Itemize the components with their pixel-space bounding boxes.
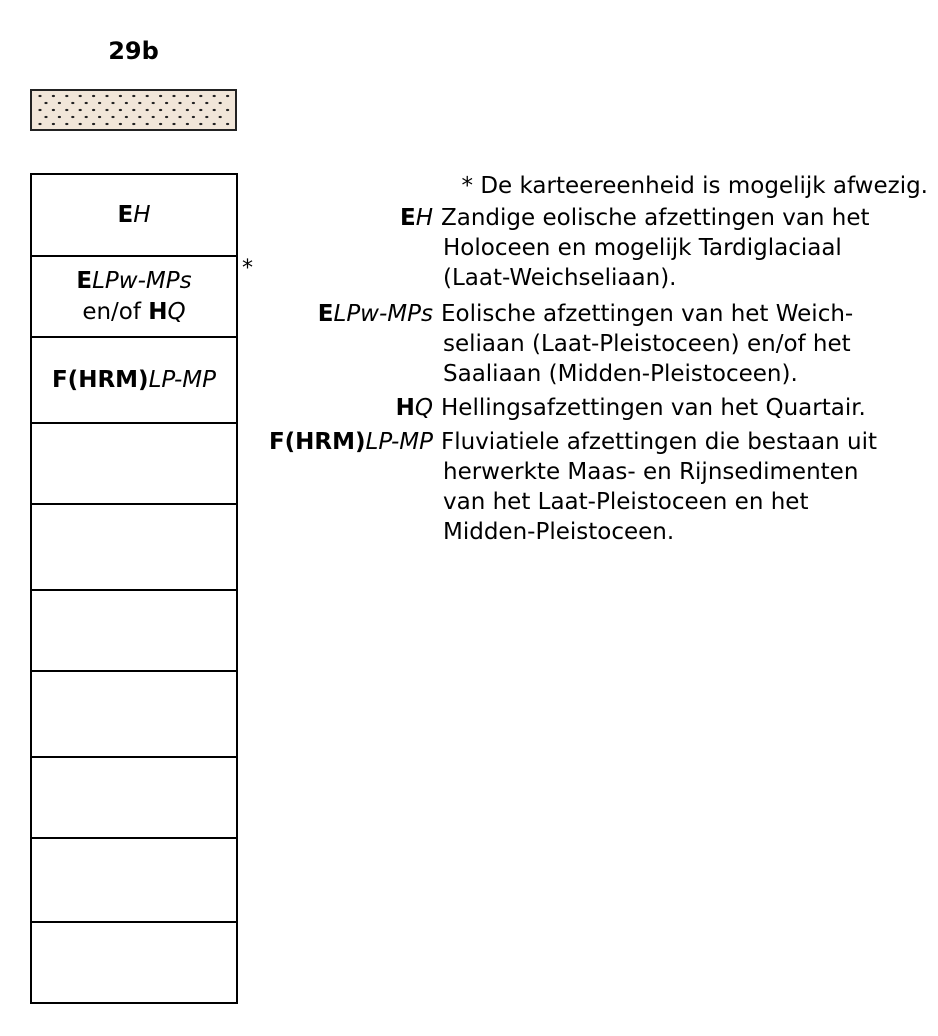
bold-code-part: H bbox=[148, 298, 168, 325]
bold-code-part: E bbox=[399, 205, 416, 231]
bold-code-part: F(HRM) bbox=[268, 429, 366, 455]
legend-description-line: Eolische afzettingen van het Weich- bbox=[441, 301, 854, 327]
legend-code bbox=[400, 203, 433, 233]
legend-description-line: Zandige eolische afzettingen van het bbox=[441, 205, 870, 231]
italic-code-part: LP-MP bbox=[365, 429, 433, 455]
bold-code-part: H bbox=[395, 395, 415, 421]
bold-code-part: E bbox=[117, 202, 134, 228]
legend-code bbox=[396, 393, 433, 423]
italic-code-part: LPw-MPs bbox=[92, 267, 192, 294]
italic-code-part: Q bbox=[414, 395, 433, 421]
uncertain-layer-marker: * bbox=[242, 256, 253, 281]
legend-description bbox=[441, 427, 877, 547]
italic-code-part: LPw-MPs bbox=[333, 301, 433, 327]
bold-code-part: E bbox=[76, 267, 93, 294]
bold-code-part: E bbox=[317, 301, 334, 327]
legend-code bbox=[269, 427, 433, 457]
legend-code bbox=[318, 299, 433, 329]
legend-description-line: Saaliaan (Midden-Pleistoceen). bbox=[443, 361, 798, 387]
legend-description-line: Fluviatiele afzettingen die bestaan uit bbox=[441, 429, 878, 455]
legend-note: * De karteereenheid is mogelijk afwezig. bbox=[461, 173, 928, 199]
legend-description-line: van het Laat-Pleistoceen en het bbox=[443, 489, 809, 515]
code-text-part: en/of bbox=[82, 298, 149, 325]
legend-description-line: Midden-Pleistoceen. bbox=[443, 519, 675, 545]
legend-description-line: Holoceen en mogelijk Tardiglaciaal bbox=[443, 235, 842, 261]
legend-description bbox=[441, 299, 853, 389]
legend-description-line: seliaan (Laat-Pleistoceen) en/of het bbox=[443, 331, 851, 357]
legend-description-line: Hellingsafzettingen van het Quartair. bbox=[441, 395, 866, 421]
italic-code-part: LP-MP bbox=[148, 366, 217, 393]
bold-code-part: F(HRM) bbox=[51, 366, 149, 393]
italic-code-part: Q bbox=[167, 298, 186, 325]
legend-description bbox=[441, 393, 866, 423]
legend-description bbox=[441, 203, 870, 293]
legend-description-line: herwerkte Maas- en Rijnsedimenten bbox=[443, 459, 859, 485]
italic-code-part: H bbox=[133, 202, 151, 228]
profile-title: 29b bbox=[108, 37, 159, 65]
italic-code-part: H bbox=[415, 205, 433, 231]
legend-description-line: (Laat-Weichseliaan). bbox=[443, 265, 677, 291]
